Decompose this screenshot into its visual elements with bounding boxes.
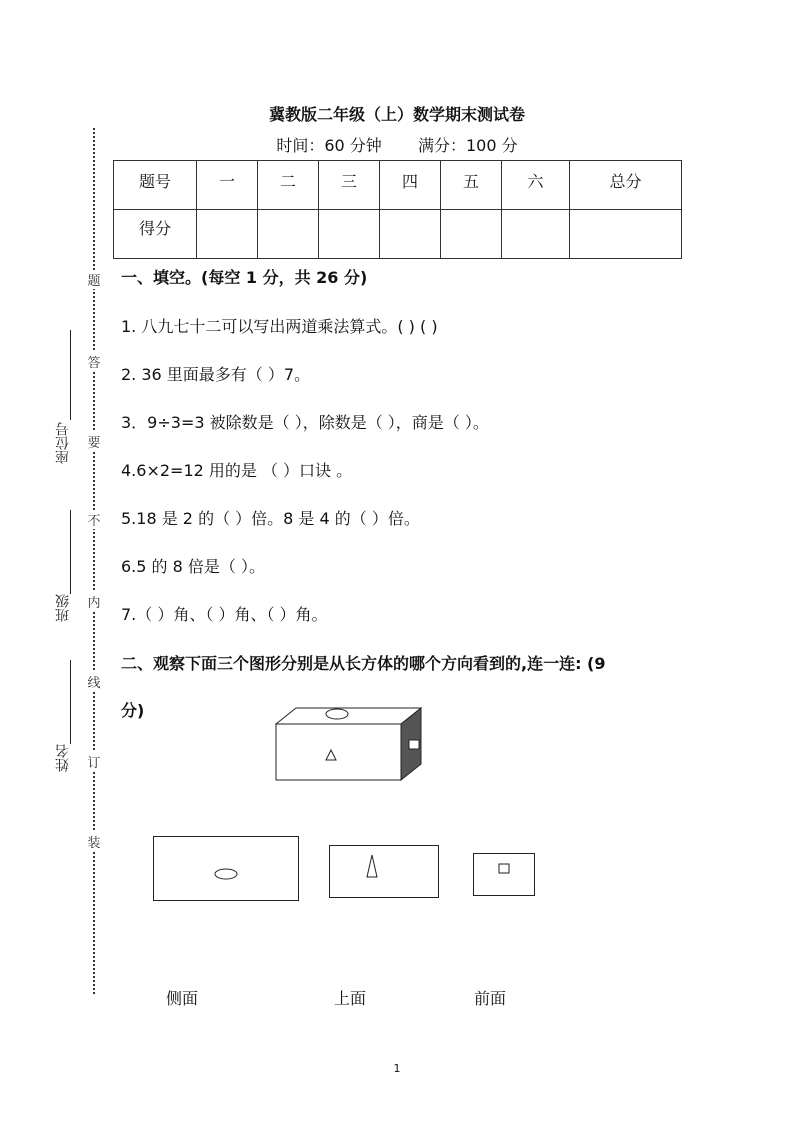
- table-cell: 三: [319, 161, 380, 210]
- score-table-header-row: [114, 161, 682, 210]
- question-5: 5.18 是 2 的（ ）倍。8 是 4 的（ ）倍。: [121, 509, 420, 528]
- seat-number-label: 座位号: [55, 422, 71, 464]
- score-input-cell[interactable]: [319, 210, 380, 259]
- table-cell: 四: [380, 161, 441, 210]
- seat-number-line[interactable]: [70, 330, 71, 420]
- binding-dotted-line: [93, 128, 95, 994]
- page-number: 1: [393, 1062, 401, 1075]
- table-cell: 五: [441, 161, 502, 210]
- class-line[interactable]: [70, 510, 71, 594]
- question-2: 2. 36 里面最多有（ ）7。: [121, 365, 311, 384]
- view-box-triangle[interactable]: [329, 845, 439, 898]
- margin-char: 不: [86, 510, 102, 529]
- cuboid-top-face: [276, 708, 421, 724]
- name-label: 姓名: [55, 744, 71, 772]
- view-label-front: 前面: [474, 989, 507, 1008]
- margin-char: 题: [86, 270, 102, 289]
- question-6: 6.5 的 8 倍是（ ）。: [121, 557, 265, 576]
- exam-info: [0, 133, 794, 156]
- page-title: 冀教版二年级（上）数学期末测试卷: [268, 105, 525, 124]
- table-cell: 二: [258, 161, 319, 210]
- score-table-score-row: [114, 210, 682, 259]
- view-box-ellipse[interactable]: [153, 836, 299, 901]
- score-input-cell[interactable]: [502, 210, 570, 259]
- score-input-cell[interactable]: [570, 210, 682, 259]
- table-cell: 题号: [114, 161, 197, 210]
- margin-char: 要: [86, 432, 102, 451]
- square-icon: [474, 854, 534, 895]
- question-7: 7.（ ）角、（ ）角、（ ）角。: [121, 605, 328, 624]
- margin-char: 答: [86, 352, 102, 371]
- view-label-side: 侧面: [166, 989, 199, 1008]
- margin-char: 装: [86, 832, 102, 851]
- exam-time: 时间：60 分钟: [276, 136, 382, 155]
- margin-char: 内: [86, 592, 102, 611]
- exam-full-score: 满分：100 分: [418, 136, 518, 155]
- table-cell: 总分: [570, 161, 682, 210]
- square-icon: [409, 740, 419, 749]
- question-3: 3．9÷3=3 被除数是（ ），除数是（ ），商是（ ）。: [121, 413, 489, 432]
- score-input-cell[interactable]: [380, 210, 441, 259]
- table-cell: 得分: [114, 210, 197, 259]
- triangle-icon: [330, 846, 438, 897]
- section-heading: 一、填空。(每空 1 分，共 26 分): [121, 268, 368, 287]
- margin-char: 线: [86, 672, 102, 691]
- view-box-square[interactable]: [473, 853, 535, 896]
- question-1: 1. 八九七十二可以写出两道乘法算式。( ) ( ): [121, 317, 438, 336]
- view-label-top: 上面: [334, 989, 367, 1008]
- score-table: [113, 160, 682, 259]
- cuboid-figure: [270, 700, 430, 790]
- section-heading-cont: 分): [121, 701, 145, 720]
- score-input-cell[interactable]: [441, 210, 502, 259]
- ellipse-icon: [154, 837, 298, 900]
- score-input-cell[interactable]: [197, 210, 258, 259]
- section-heading: 二、观察下面三个图形分别是从长方体的哪个方向看到的,连一连: (9: [121, 654, 606, 673]
- table-cell: 一: [197, 161, 258, 210]
- table-cell: 六: [502, 161, 570, 210]
- ellipse-icon: [326, 709, 348, 719]
- class-label: 班级: [55, 594, 71, 622]
- question-4: 4.6×2=12 用的是 （ ）口诀 。: [121, 461, 353, 480]
- margin-char: 订: [86, 752, 102, 771]
- cuboid-front-face: [276, 724, 401, 780]
- name-line[interactable]: [70, 660, 71, 744]
- score-input-cell[interactable]: [258, 210, 319, 259]
